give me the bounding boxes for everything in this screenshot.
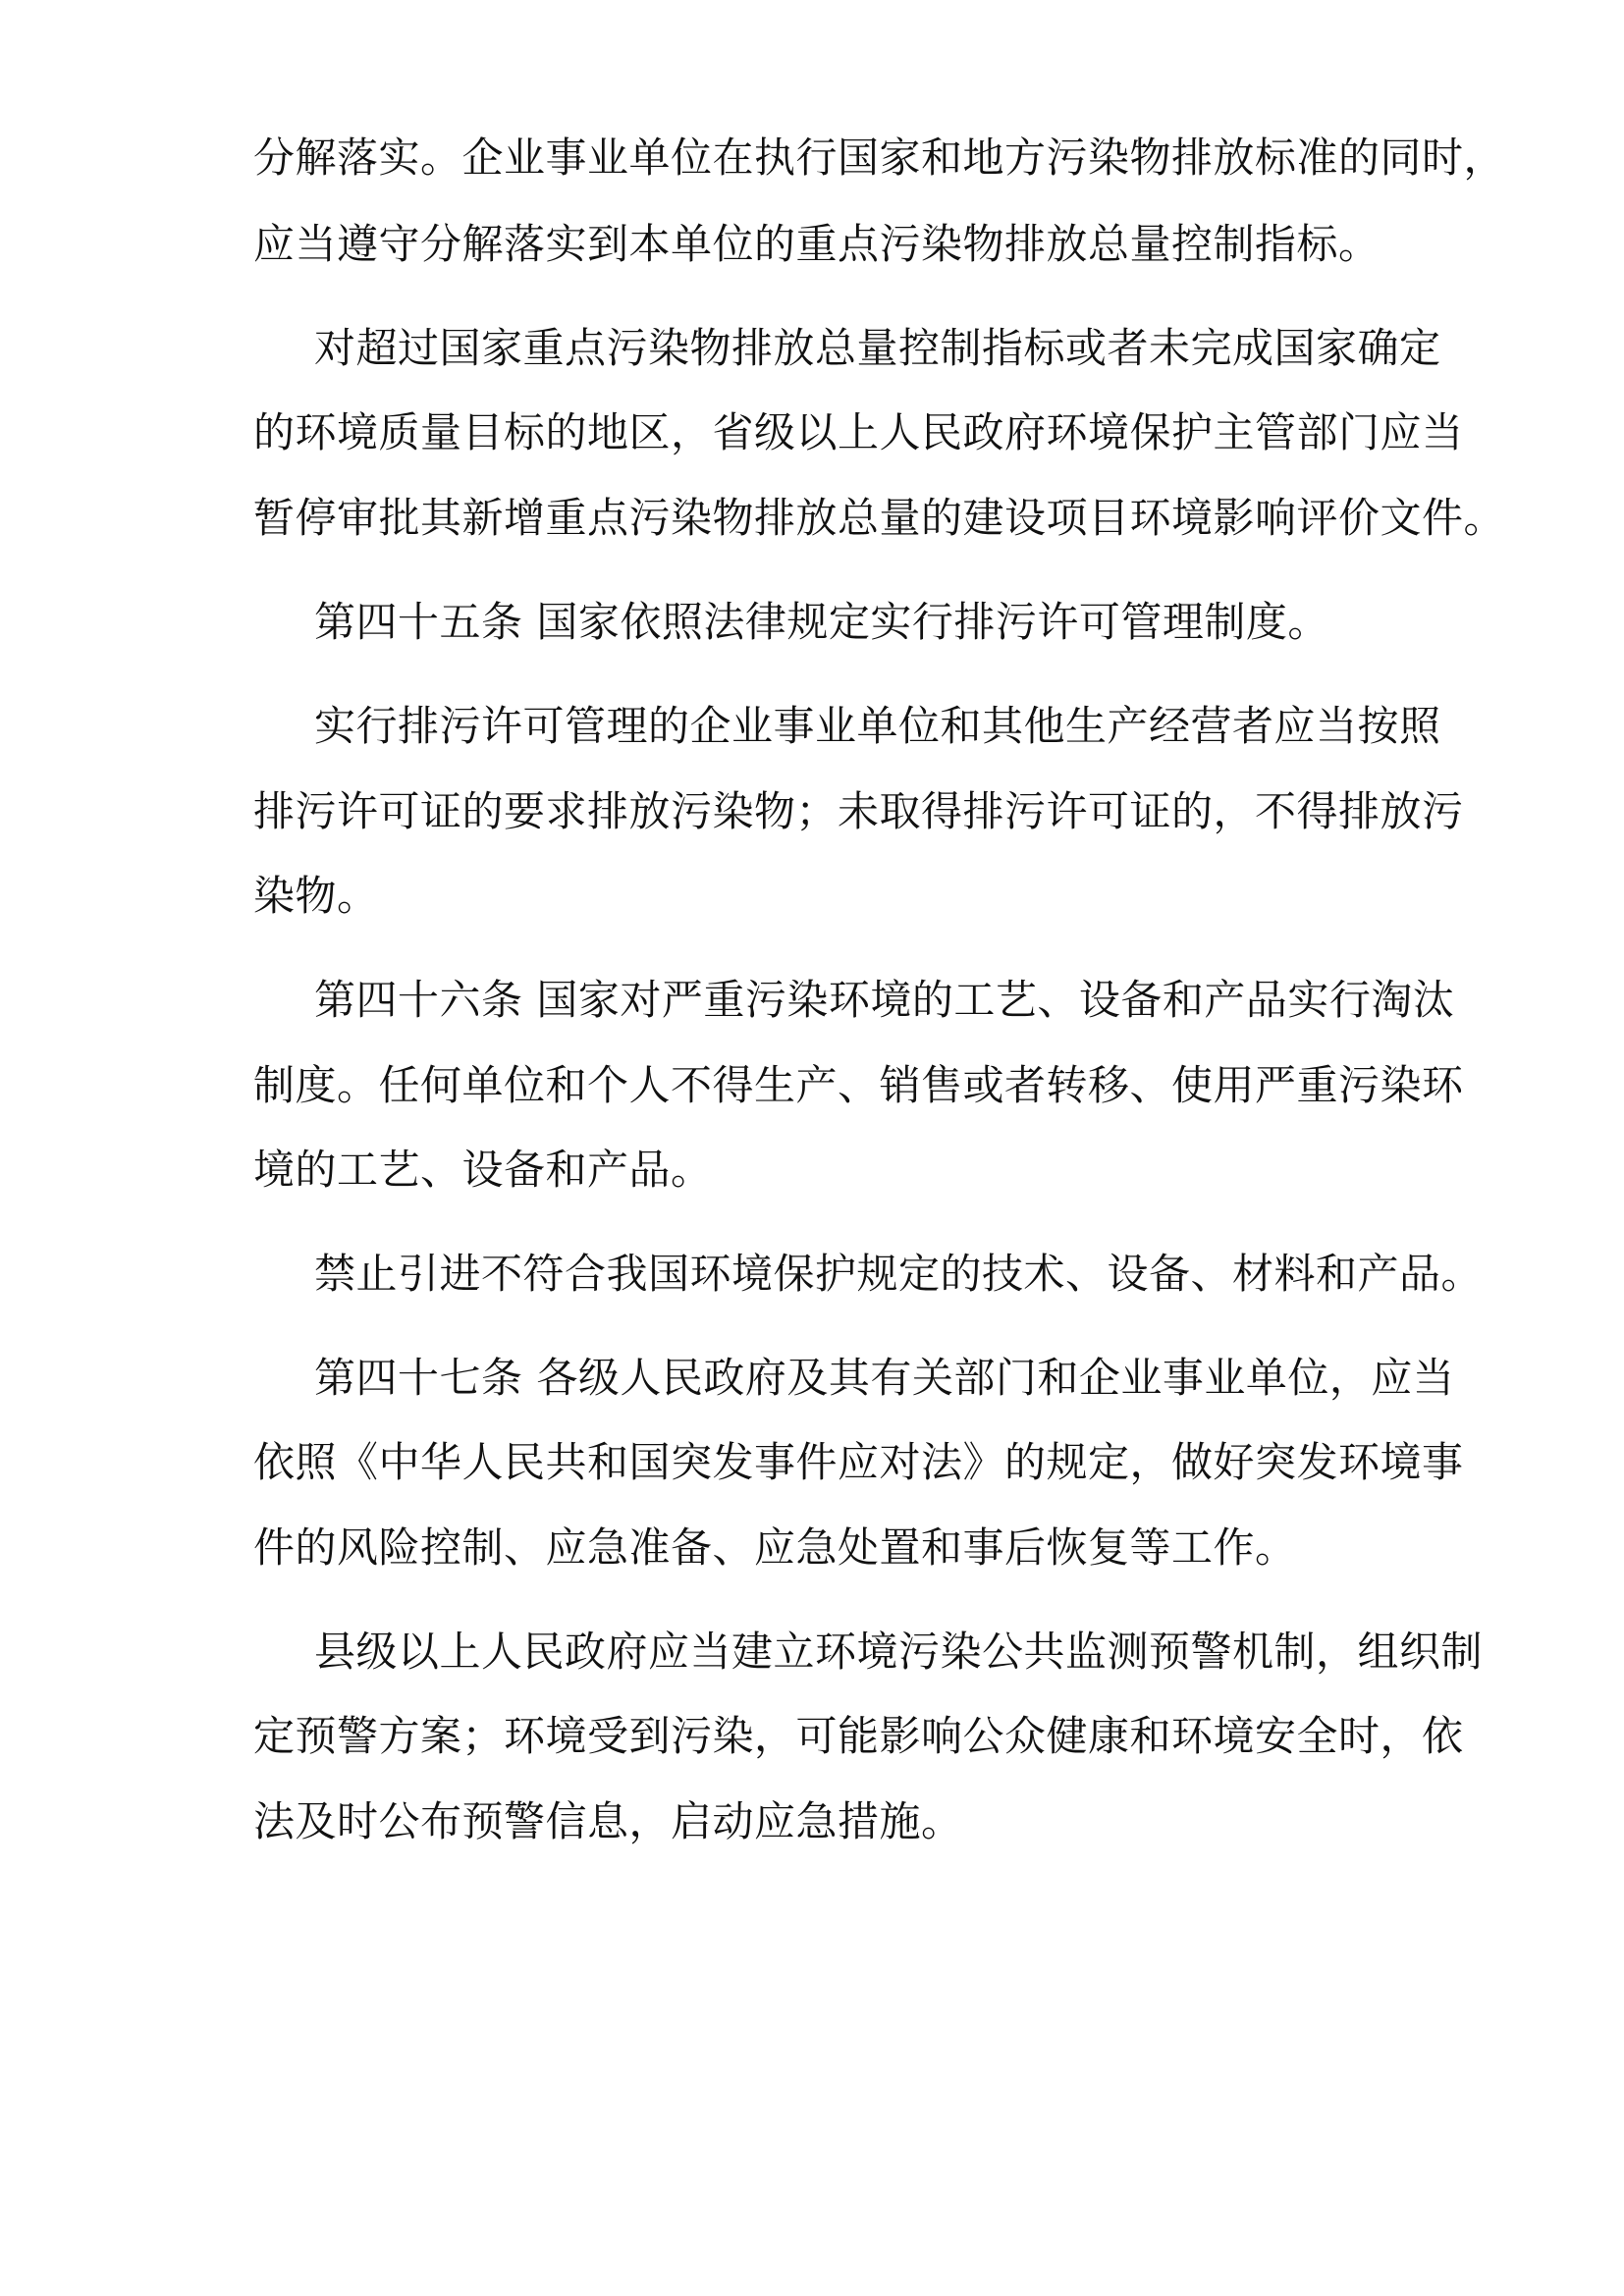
- article-46-line-2: 制度。任何单位和个人不得生产、销售或者转移、使用严重污染环: [253, 1061, 1464, 1109]
- article-45-line-1: 第四十五条 国家依照法律规定实行排污许可管理制度。: [314, 598, 1329, 646]
- paragraph-4-line-1: 实行排污许可管理的企业事业单位和其他生产经营者应当按照: [314, 702, 1441, 750]
- article-46-line-3: 境的工艺、设备和产品。: [253, 1146, 713, 1194]
- paragraph-6-line-1: 禁止引进不符合我国环境保护规定的技术、设备、材料和产品。: [314, 1250, 1484, 1298]
- paragraph-2-line-3: 暂停审批其新增重点污染物排放总量的建设项目环境影响评价文件。: [253, 494, 1506, 542]
- paragraph-2-line-2: 的环境质量目标的地区，省级以上人民政府环境保护主管部门应当: [253, 408, 1464, 456]
- paragraph-1-line-1: 分解落实。企业事业单位在执行国家和地方污染物排放标准的同时，: [253, 133, 1506, 182]
- paragraph-2-line-1: 对超过国家重点污染物排放总量控制指标或者未完成国家确定: [314, 324, 1441, 372]
- paragraph-1-line-2: 应当遵守分解落实到本单位的重点污染物排放总量控制指标。: [253, 220, 1380, 268]
- paragraph-8-line-1: 县级以上人民政府应当建立环境污染公共监测预警机制，组织制: [314, 1628, 1484, 1676]
- article-47-line-3: 件的风险控制、应急准备、应急处置和事后恢复等工作。: [253, 1523, 1297, 1572]
- paragraph-4-line-2: 排污许可证的要求排放污染物；未取得排污许可证的，不得排放污: [253, 787, 1464, 835]
- paragraph-4-line-3: 染物。: [253, 872, 379, 920]
- article-47-line-1: 第四十七条 各级人民政府及其有关部门和企业事业单位，应当: [314, 1354, 1455, 1402]
- article-47-line-2: 依照《中华人民共和国突发事件应对法》的规定，做好突发环境事: [253, 1438, 1464, 1486]
- paragraph-8-line-3: 法及时公布预警信息，启动应急措施。: [253, 1797, 963, 1845]
- paragraph-8-line-2: 定预警方案；环境受到污染，可能影响公众健康和环境安全时，依: [253, 1712, 1464, 1760]
- article-46-line-1: 第四十六条 国家对严重污染环境的工艺、设备和产品实行淘汰: [314, 976, 1455, 1024]
